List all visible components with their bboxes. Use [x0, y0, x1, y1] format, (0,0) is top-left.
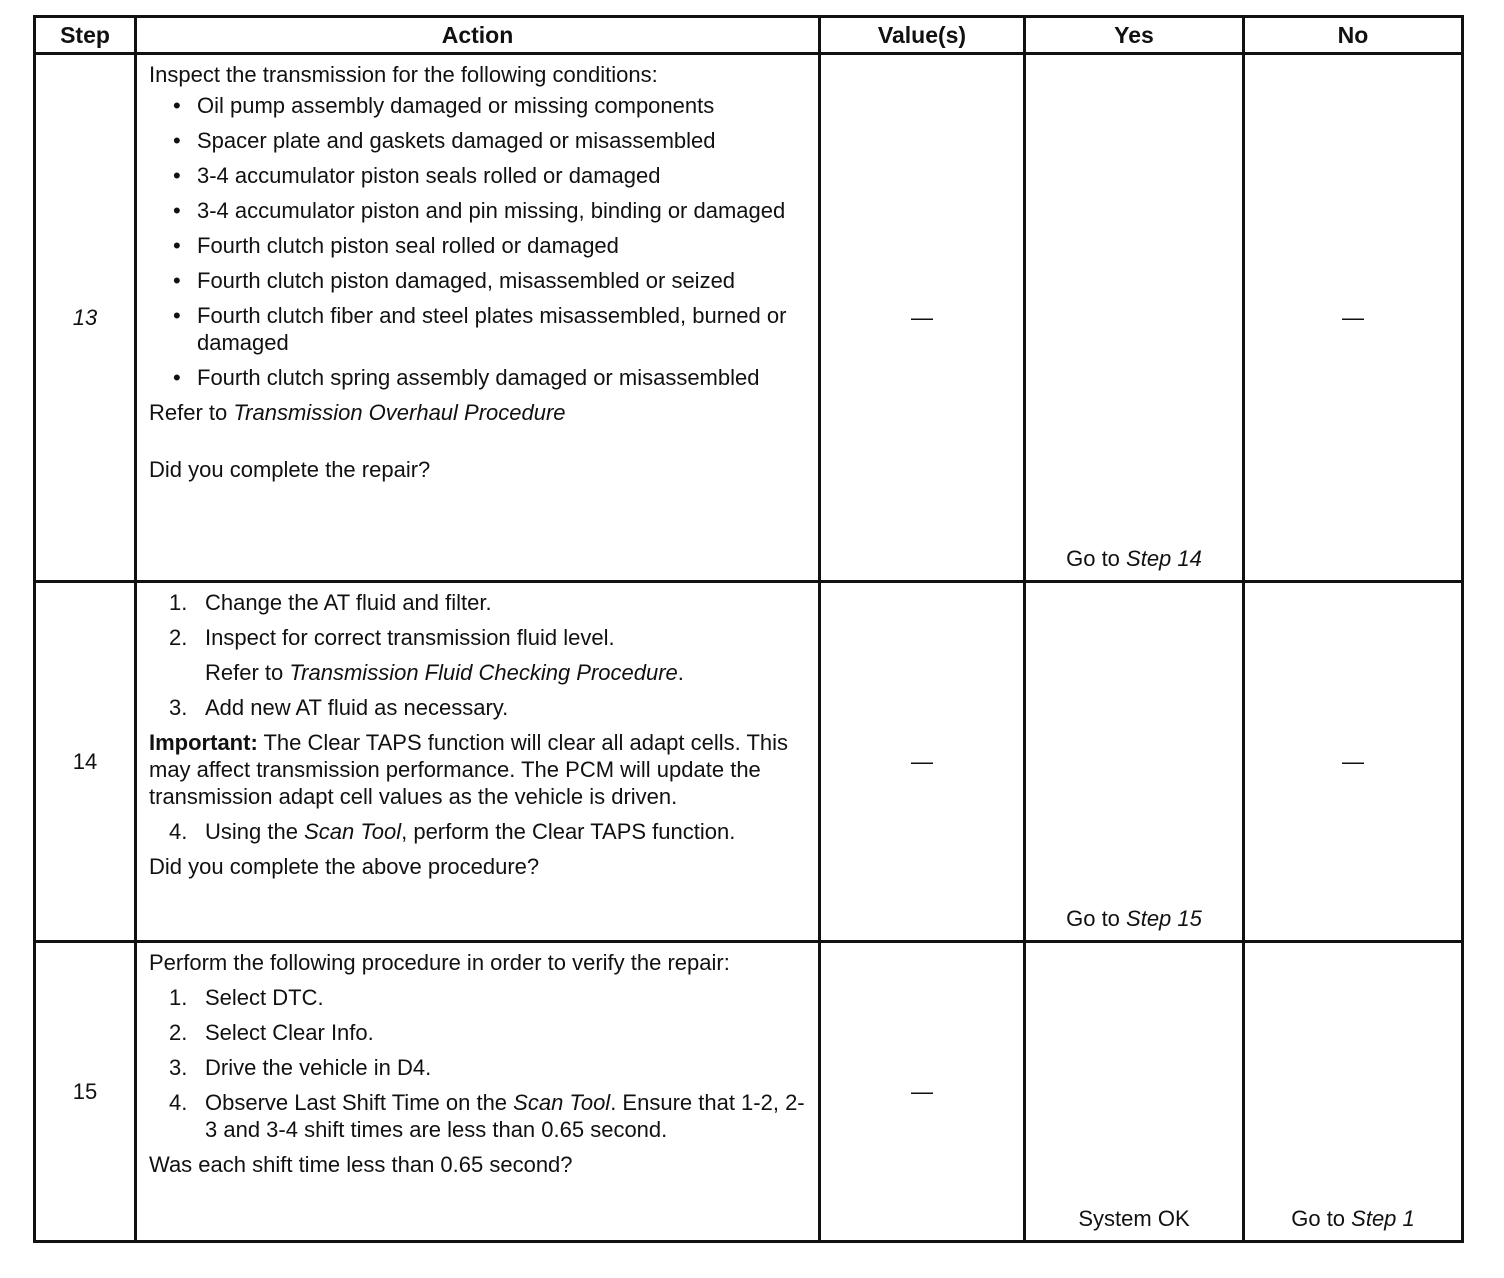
procedure-list	[149, 589, 808, 651]
no-cell: —	[1244, 582, 1463, 942]
header-no: No	[1244, 17, 1463, 54]
list-item: 2. Select Clear Info.	[169, 1020, 374, 1045]
header-yes: Yes	[1025, 17, 1244, 54]
question: Was each shift time less than 0.65 second?	[149, 1152, 573, 1177]
step-number: 14	[35, 582, 136, 942]
list-item: • Oil pump assembly damaged or missing components	[173, 93, 715, 118]
list-item: • Fourth clutch piston seal rolled or damaged	[173, 233, 619, 258]
yes-cell: Go to Step 14	[1025, 54, 1244, 582]
important-note: Important: The Clear TAPS function will clear all adapt cells. This may affect transmission performance. The PCM will update the transmission adapt cell values as the vehicle is driven.	[149, 730, 789, 809]
list-item: 2. Inspect for correct transmission fluid level.	[169, 625, 615, 650]
tool-reference: Scan Tool	[513, 1090, 611, 1115]
refer-line: Refer to Transmission Overhaul Procedure	[149, 400, 566, 425]
step-reference: Step 1	[1351, 1206, 1415, 1231]
list-item: • Spacer plate and gaskets damaged or misassembled	[173, 128, 716, 153]
question: Did you complete the above procedure?	[149, 854, 540, 879]
no-cell: —	[1244, 54, 1463, 582]
step-number: 15	[35, 942, 136, 1242]
action-cell	[136, 582, 820, 942]
step-reference: Step 14	[1126, 546, 1202, 571]
table-row-step-15	[35, 942, 1463, 1242]
values-cell: —	[820, 942, 1025, 1242]
action-cell	[136, 942, 820, 1242]
table-row-step-14	[35, 582, 1463, 942]
step-number: 13	[35, 54, 136, 582]
tool-reference: Scan Tool	[304, 819, 402, 844]
no-cell: Go to Step 1	[1244, 942, 1463, 1242]
action-cell	[136, 54, 820, 582]
procedure-reference: Transmission Overhaul Procedure	[233, 400, 566, 425]
list-item: 3. Drive the vehicle in D4.	[169, 1055, 432, 1080]
table-row-step-13	[35, 54, 1463, 582]
action-intro: Perform the following procedure in order to verify the repair:	[149, 950, 730, 975]
list-item: 1. Select DTC.	[169, 985, 324, 1010]
refer-line: Refer to Transmission Fluid Checking Procedure.	[205, 660, 684, 685]
list-item: 4. Observe Last Shift Time on the Scan Tool. Ensure that 1-2, 2-3 and 3-4 shift times are less than 0.65 second.	[169, 1090, 805, 1142]
procedure-reference: Transmission Fluid Checking Procedure	[289, 660, 678, 685]
header-values: Value(s)	[820, 17, 1025, 54]
yes-cell: Go to Step 15	[1025, 582, 1244, 942]
list-item: 3. Add new AT fluid as necessary.	[169, 695, 509, 720]
header-row	[35, 17, 1463, 54]
question: Did you complete the repair?	[149, 457, 431, 482]
list-item: • 3-4 accumulator piston and pin missing, binding or damaged	[173, 198, 786, 223]
list-item: • Fourth clutch spring assembly damaged or misassembled	[173, 365, 760, 390]
procedure-list	[149, 984, 808, 1143]
list-item: • 3-4 accumulator piston seals rolled or damaged	[173, 163, 661, 188]
action-intro: Inspect the transmission for the following conditions:	[149, 62, 658, 87]
list-item: 1. Change the AT fluid and filter.	[169, 590, 492, 615]
values-cell: —	[820, 54, 1025, 582]
important-label: Important:	[149, 730, 258, 755]
values-cell: —	[820, 582, 1025, 942]
condition-list	[149, 92, 808, 391]
list-item: 4. Using the Scan Tool, perform the Clear TAPS function.	[169, 819, 736, 844]
diagnostic-table	[33, 15, 1464, 1243]
list-item: • Fourth clutch fiber and steel plates misassembled, burned or damaged	[173, 303, 787, 355]
header-action: Action	[136, 17, 820, 54]
step-reference: Step 15	[1126, 906, 1202, 931]
header-step: Step	[35, 17, 136, 54]
list-item: • Fourth clutch piston damaged, misassembled or seized	[173, 268, 736, 293]
yes-cell: System OK	[1025, 942, 1244, 1242]
